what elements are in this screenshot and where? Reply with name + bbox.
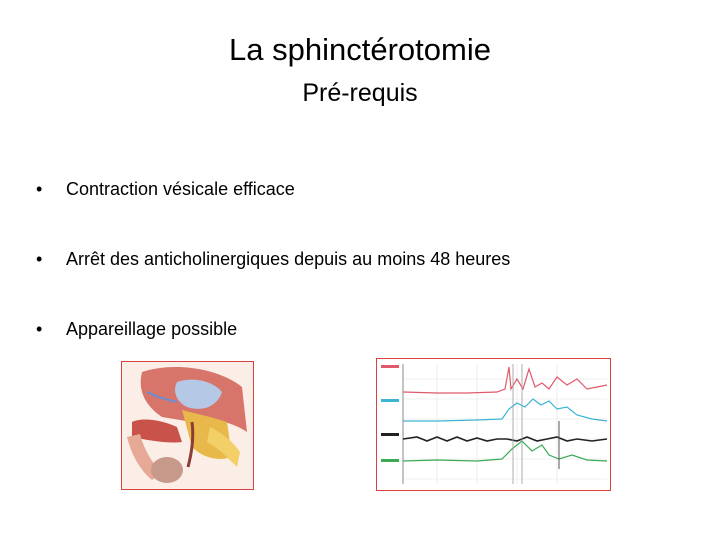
urodynamic-figure (376, 358, 611, 491)
bullet-text: Contraction vésicale efficace (66, 179, 295, 199)
bullet-text: Arrêt des anticholinergiques depuis au moins 48 heures (66, 249, 511, 269)
bullet-item (36, 242, 696, 312)
bullet-item (36, 172, 696, 242)
bullet-text: Appareillage possible (66, 319, 238, 339)
title-block (0, 32, 720, 110)
slide-title: La sphinctérotomie (229, 32, 491, 67)
bullet-dot: • (36, 249, 43, 269)
bullet-dot: • (36, 319, 43, 339)
bullet-list (36, 172, 696, 382)
anatomy-figure (121, 361, 254, 490)
urodynamic-tracing-icon (377, 359, 610, 490)
male-pelvis-anatomy-icon (122, 362, 253, 489)
slide-subtitle: Pré-requis (302, 79, 418, 107)
bullet-dot: • (36, 179, 43, 199)
